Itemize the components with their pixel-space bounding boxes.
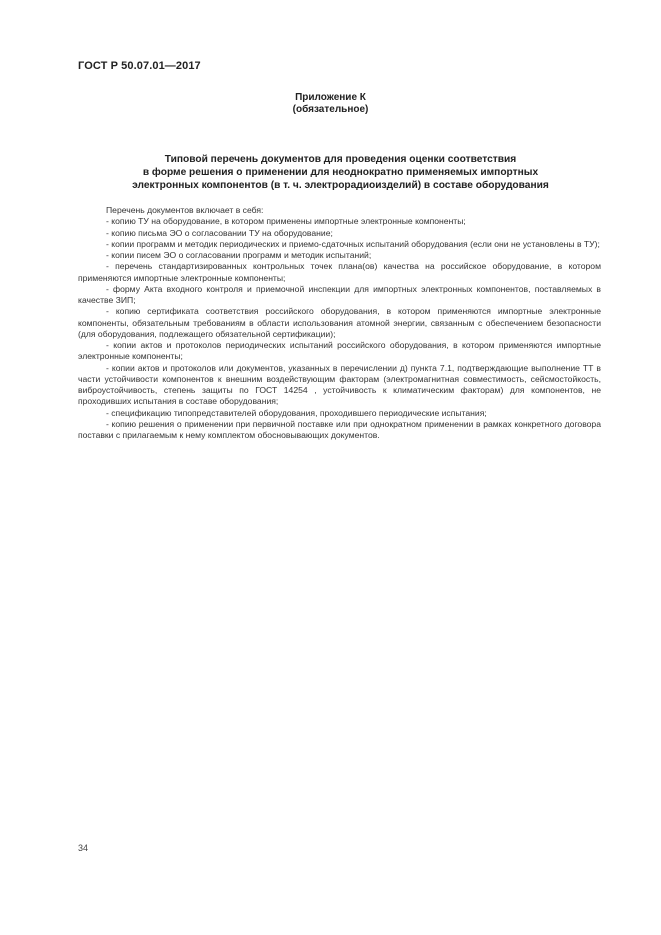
list-item: - копии писем ЭО о согласовании программ и методик испытаний; xyxy=(106,250,372,260)
annex-status: (обязательное) xyxy=(292,104,369,115)
title-line: в форме решения о применении для неоднократно применяемых импортных xyxy=(142,167,539,178)
list-item: - копию письма ЭО о согласовании ТУ на оборудование; xyxy=(106,227,333,238)
annex-heading xyxy=(0,92,661,116)
title-line: Типовой перечень документов для проведения оценки соответствия xyxy=(164,154,517,165)
list-item: - копии актов и протоколов или документов, указанных в перечислении д) пункта 7.1, подтверждающие выполнение ТТ в части устойчивости компонентов к внешним воздействующим факторам (электромагнитная совместимость, сейсмостойкость, виброустойчивость, степень защиты по ГОСТ 14254 , устойчивость к климатическим факторам) для компонентов, не проходивших испытания в составе оборудования; xyxy=(78,362,601,407)
page-number: 34 xyxy=(78,843,89,853)
title-line: электронных компонентов (в т. ч. электрорадиоизделий) в составе оборудования xyxy=(132,180,549,191)
list-item: - копии актов и протоколов периодических испытаний российского оборудования, в котором применяются импортные электронные компоненты; xyxy=(78,340,601,362)
list-item: - копию ТУ на оборудование, в котором применены импортные электронные компоненты; xyxy=(106,216,466,227)
standard-header: ГОСТ Р 50.07.01—2017 xyxy=(78,60,201,72)
document-body xyxy=(78,205,601,441)
list-item: - копии программ и методик периодических и приемо-сдаточных испытаний оборудования (если они не установлены в ТУ); xyxy=(106,238,600,249)
annex-title xyxy=(80,153,601,192)
list-item: - форму Акта входного контроля и приемочной инспекции для импортных электронных компонентов, поставляемых в качестве ЗИП; xyxy=(78,283,601,305)
list-item: - спецификацию типопредставителей оборудования, проходившего периодические испытания; xyxy=(106,407,487,418)
list-item: - копию решения о применении при первичной поставке или при однократном применении в рамках конкретного договора поставки с прилагаемым к нему комплектом обосновывающих документов. xyxy=(78,418,601,440)
list-item: - перечень стандартизированных контрольных точек плана(ов) качества на российское оборудование, в котором применяются импортные электронные компоненты; xyxy=(78,261,601,283)
list-item: - копию сертификата соответствия российского оборудования, в котором применяются импортные электронные компоненты, обязательным требованиям в области использования атомной энергии, связанным с обеспечением безопасности (для оборудования, подлежащего обязательной сертификации); xyxy=(78,306,601,339)
annex-label: Приложение К xyxy=(295,92,366,103)
intro-paragraph: Перечень документов включает в себя: xyxy=(106,205,264,215)
